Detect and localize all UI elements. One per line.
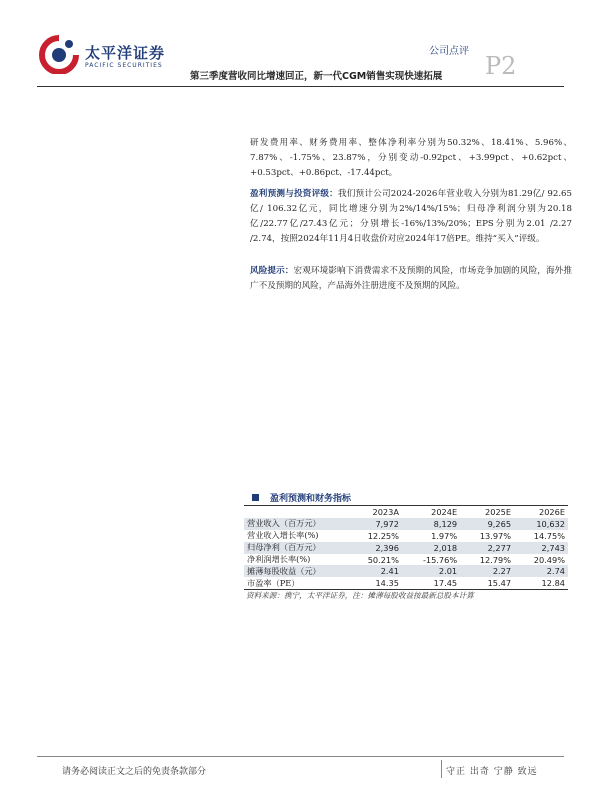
row-label: 市盈率（PE） — [247, 577, 300, 588]
logo-mark-icon — [37, 34, 81, 74]
footer-disclaimer: 请务必阅读正文之后的免责条款部分 — [62, 767, 207, 777]
paragraph-lead: 风险提示： — [250, 266, 294, 276]
table-cell: 2.27 — [460, 565, 514, 577]
paragraph-text: 我们预计公司2024-2026年营业收入分别为81.29亿/ 92.65亿/ 106.32亿元，同比增速分别为2%/14%/15%；归母净利润分别为20.18亿/22.77亿/27.43亿元；分别增长-16%/13%/20%；EPS分别为2.01 /2.27 /2.74，按照2024年11月4日收盘价对应2024年17倍PE。维持“买入”评级。 — [250, 189, 572, 244]
table-cell: 17.45 — [433, 578, 458, 589]
table-cell: -15.76% — [422, 554, 458, 565]
row-label: 营业收入（百万元） — [244, 518, 348, 530]
row-label: 摊薄每股收益（元） — [244, 565, 348, 577]
table-cell: 1.97% — [431, 530, 458, 541]
table-cell: 20.49% — [533, 554, 565, 565]
paragraph-text: 研发费用率、财务费用率、整体净利率分别为50.32%、18.41%、5.96%、7.87%、-1.75%、23.87%，分别变动-0.92pct、+3.99pct、+0.62pct、+0.53pct、+0.86pct、-17.44pct。 — [250, 138, 572, 178]
footer-divider — [37, 756, 564, 757]
table-title: 盈利预测和财务指标 — [270, 494, 352, 504]
table-cell: 14.75% — [533, 530, 565, 541]
table-source-note: 资料来源：携宁，太平洋证券，注：摊薄每股收益按最新总股本计算 — [246, 591, 474, 600]
table-row — [244, 518, 568, 530]
table-header-cell: 2024E — [402, 506, 460, 518]
page-number: P2 — [485, 52, 517, 80]
table-row — [244, 530, 568, 542]
paragraph-forecast — [250, 187, 572, 247]
table-header-cell: 2023A — [348, 506, 402, 518]
table-cell: 13.97% — [479, 530, 512, 541]
table-cell: 2.74 — [514, 565, 568, 577]
table-cell: 2.41 — [348, 565, 402, 577]
report-title: 第三季度营收同比增速回正，新一代CGM销售实现快速拓展 — [190, 71, 443, 82]
table-cell: 12.79% — [479, 554, 512, 565]
company-logo — [37, 34, 177, 74]
table-row — [244, 542, 568, 554]
table-cell: 15.47 — [487, 578, 512, 589]
row-label: 营业收入增长率(%) — [247, 530, 319, 541]
paragraph-lead: 盈利预测与投资评级： — [250, 189, 338, 199]
table-cell: 9,265 — [460, 518, 514, 530]
table-cell: 2.01 — [402, 565, 460, 577]
table-cell: 12.84 — [541, 578, 565, 589]
row-label: 归母净利（百万元） — [244, 542, 348, 554]
paragraph-text: 宏观环境影响下消费需求不及预期的风险，市场竞争加剧的风险，海外推广不及预期的风险，产品海外注册进度不及预期的风险。 — [250, 266, 572, 291]
table-header-cell — [244, 506, 348, 518]
brand-name-cn: 太平洋证券 — [85, 44, 166, 62]
header-divider — [37, 86, 564, 87]
footer-separator — [441, 760, 442, 778]
paragraph-risks — [250, 264, 572, 294]
brand-name-en: PACIFIC SECURITIES — [85, 62, 163, 69]
table-cell: 2,743 — [514, 542, 568, 554]
document-type: 公司点评 — [429, 46, 469, 57]
footer-motto: 守正 出奇 宁静 致远 — [446, 767, 538, 777]
paragraph-expense-ratios — [250, 136, 572, 181]
table-cell: 12.25% — [367, 530, 399, 541]
table-cell: 10,632 — [514, 518, 568, 530]
table-row — [244, 565, 568, 577]
table-cell: 2,018 — [402, 542, 460, 554]
row-label: 净利润增长率(%) — [247, 554, 311, 564]
table-title-marker-icon — [252, 494, 259, 501]
table-cell: 50.21% — [367, 554, 399, 565]
table-header-row — [244, 506, 568, 518]
table-header-cell: 2026E — [514, 506, 568, 518]
table-cell: 2,396 — [348, 542, 402, 554]
table-cell: 14.35 — [375, 578, 399, 589]
table-header-cell: 2025E — [460, 506, 514, 518]
table-row — [244, 554, 568, 566]
table-cell: 2,277 — [460, 542, 514, 554]
table-cell: 8,129 — [402, 518, 460, 530]
financial-table — [244, 506, 568, 589]
table-row — [244, 577, 568, 589]
table-cell: 7,972 — [348, 518, 402, 530]
